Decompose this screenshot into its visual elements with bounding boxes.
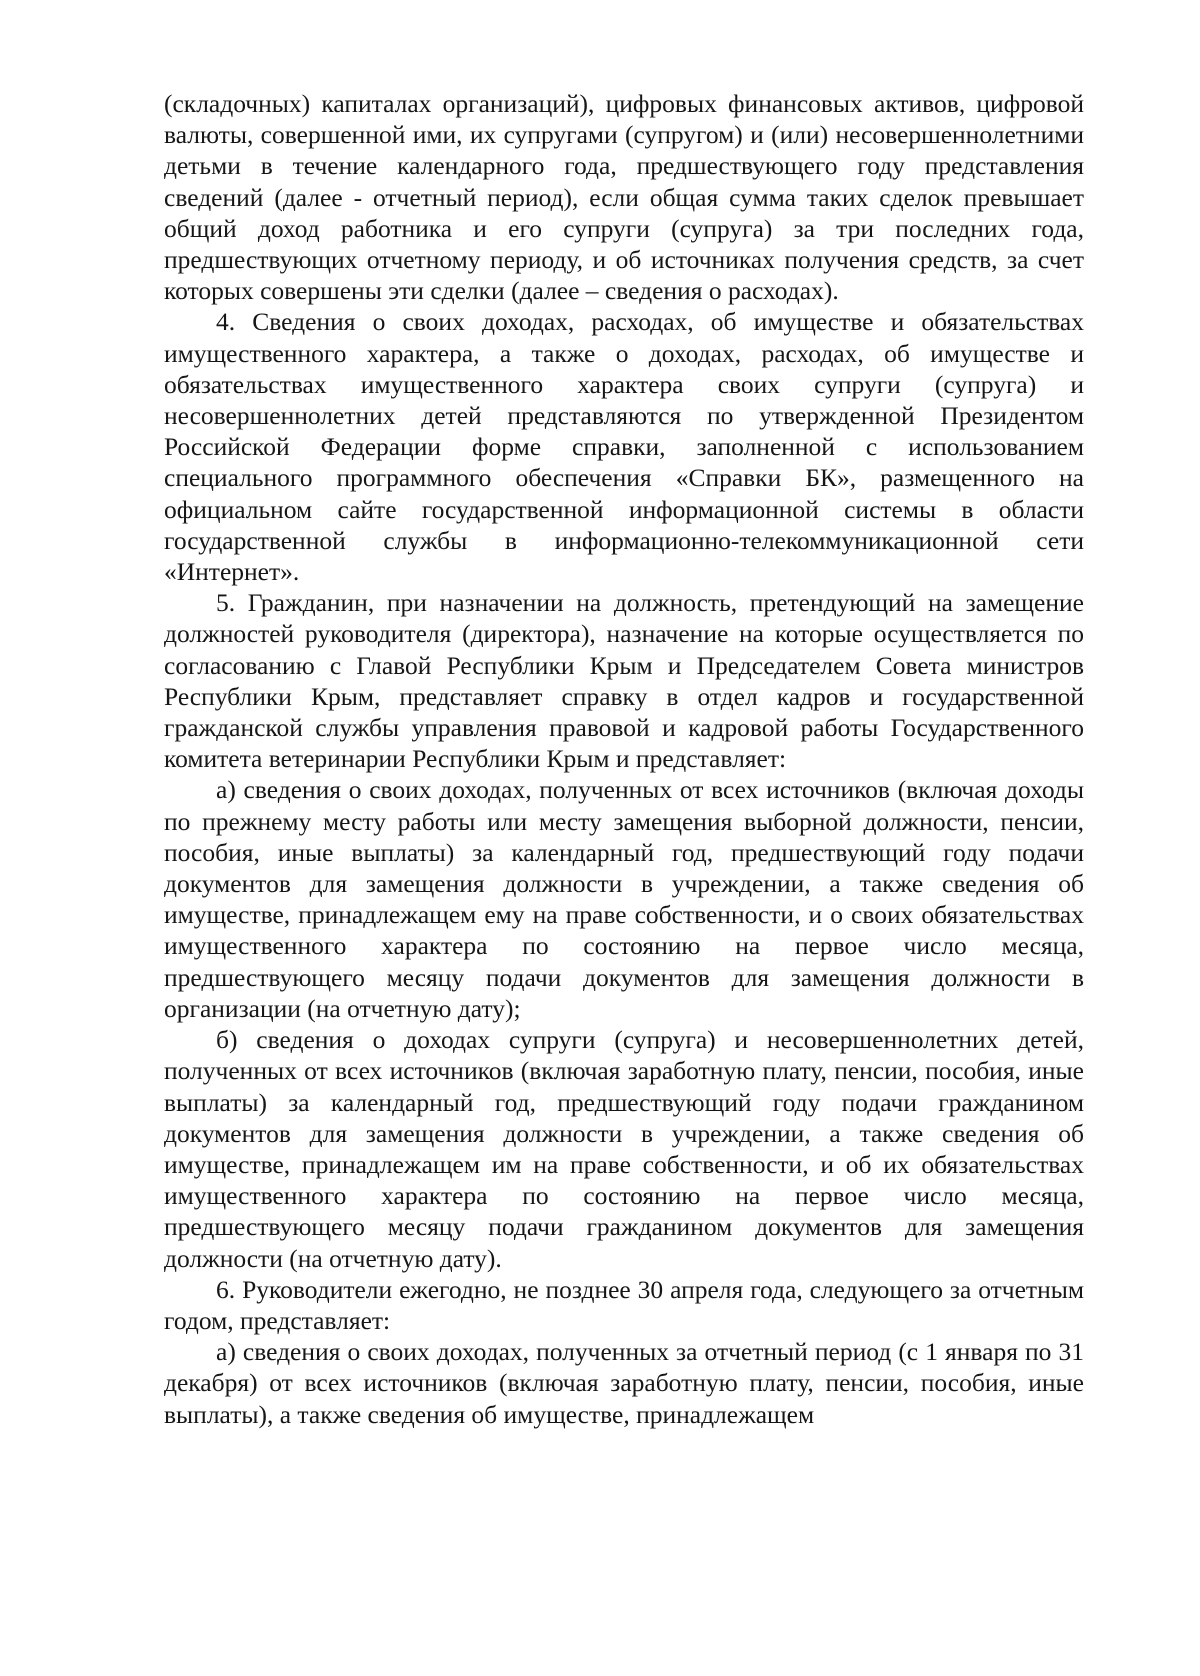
paragraph-item-5: 5. Гражданин, при назначении на должность, претендующий на замещение должностей руководителя (директора), назначение на которые осуществляется по согласованию с Главой Республики Крым и Председателем Совета министров Республики Крым, представляет справку в отдел кадров и государственной гражданской службы управления правовой и кадровой работы Государственного комитета ветеринарии Республики Крым и представляет: xyxy=(164,588,1084,774)
paragraph-item-6a: а) сведения о своих доходах, полученных за отчетный период (с 1 января по 31 декабря) от всех источников (включая заработную плату, пенсии, пособия, иные выплаты), а также сведения об имуществе, принадлежащем xyxy=(164,1337,1084,1429)
paragraph-item-5a: а) сведения о своих доходах, полученных от всех источников (включая доходы по прежнему месту работы или месту замещения выборной должности, пенсии, пособия, иные выплаты) за календарный год, предшествующий году подачи документов для замещения должности в учреждении, а также сведения об имуществе, принадлежащем ему на праве собственности, и о своих обязательствах имущественного характера по состоянию на первое число месяца, предшествующего месяцу подачи документов для замещения должности в организации (на отчетную дату); xyxy=(164,775,1084,1023)
document-body xyxy=(164,88,1084,1430)
paragraph-item-4: 4. Сведения о своих доходах, расходах, об имуществе и обязательствах имущественного характера, а также о доходах, расходах, об имуществе и обязательствах имущественного характера своих супруги (супруга) и несовершеннолетних детей представляются по утвержденной Президентом Российской Федерации форме справки, заполненной с использованием специального программного обеспечения «Справки БК», размещенного на официальном сайте государственной информационной системы в области государственной службы в информационно-телекоммуникационной сети «Интернет». xyxy=(164,307,1084,587)
paragraph-continuation: (складочных) капиталах организаций), цифровых финансовых активов, цифровой валюты, совершенной ими, их супругами (супругом) и (или) несовершеннолетними детьми в течение календарного года, предшествующего году представления сведений (далее - отчетный период), если общая сумма таких сделок превышает общий доход работника и его супруги (супруга) за три последних года, предшествующих отчетному периоду, и об источниках получения средств, за счет которых совершены эти сделки (далее – сведения о расходах). xyxy=(164,89,1084,306)
paragraph-item-6: 6. Руководители ежегодно, не позднее 30 апреля года, следующего за отчетным годом, представляет: xyxy=(164,1274,1084,1335)
paragraph-item-5b: б) сведения о доходах супруги (супруга) и несовершеннолетних детей, полученных от всех источников (включая заработную плату, пенсии, пособия, иные выплаты) за календарный год, предшествующий году подачи гражданином документов для замещения должности в учреждении, а также сведения об имуществе, принадлежащем им на праве собственности, и об их обязательствах имущественного характера по состоянию на первое число месяца, предшествующего месяцу подачи гражданином документов для замещения должности (на отчетную дату). xyxy=(164,1025,1084,1273)
